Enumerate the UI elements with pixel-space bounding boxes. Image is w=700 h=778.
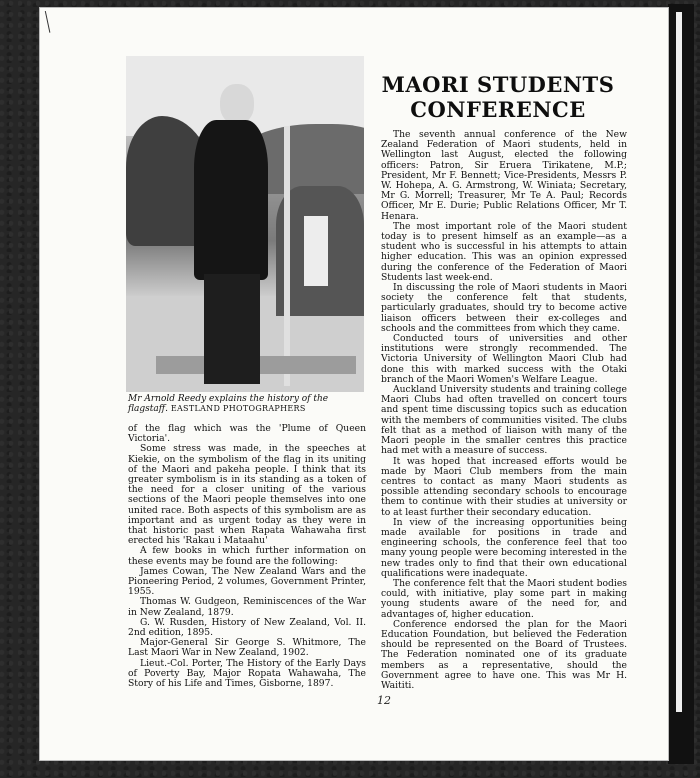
photo-credit: EASTLAND PHOTOGRAPHERS — [170, 404, 306, 413]
flagstaff-photo — [126, 56, 364, 392]
article-paragraph: Auckland University students and training college Maori Clubs had often travelled on concert tours and spent time discussing topics such as education with the members of communities visited. The clubs felt that as a method of liaison with many of the Maori people in the smaller centres this practice had met with a measure of success. — [381, 384, 627, 457]
article-paragraph: It was hoped that increased efforts would be made by Maori Club members from the main centres to contact as many Maori students as possible attending secondary schools to encourage them to continue with their studies at university or to at least further their secondary education. — [381, 455, 627, 518]
left-paragraph: Some stress was made, in the speeches at Kiekie, on the symbolism of the flag in its uniting of the Maori and pakeha people. I think that its greater symbolism is in its standing as a token of the need for a closer uniting of the various sections of the Maori people themselves into one united race. Both aspects of this symbolism are as important and as urgent today as they were in that historic past when Rapata Wahawaha first erected his 'Rakau i Mataahu' — [128, 443, 366, 547]
bibliography-entry: Thomas W. Gudgeon, Reminiscences of the War in New Zealand, 1879. — [128, 596, 366, 618]
bibliography-entry: Major-General Sir George S. Whitmore, The Last Maori War in New Zealand, 1902. — [128, 637, 366, 659]
article-paragraph: Conducted tours of universities and other institutions were strongly recommended. The Victoria University of Wellington Maori Club had done this with marked success with the Otaki branch of the Maori Women's Welfare League. — [381, 333, 627, 385]
article-paragraph: The seventh annual conference of the New Zealand Federation of Maori students, held in Wellington last August, elected the following officers: Patron, Sir Eruera Tirikatene, M.P.; President, Mr F. Bennett; Vice-Presidents, Messrs P. W. Hohepa, A. G. Armstrong, W. Winiata; Secretary, Mr G. Morrell; Treasurer, Mr Te A. Paul; Records Officer, Mr E. Durie; Public Relations Officer, Mr T. Henara. — [381, 129, 627, 222]
left-paragraph: of the flag which was the 'Plume of Queen Victoria'. — [128, 423, 366, 445]
next-page-edge — [676, 12, 682, 712]
title-line-2: CONFERENCE — [410, 97, 586, 122]
flagstaff-pole — [284, 126, 290, 386]
article-paragraph: Conference endorsed the plan for the Maori Education Foundation, but believed the Federation should be represented on the Board of Trustees. The Federation nominated one of its graduate members as a representative, should the Government agree to have one. This was Mr H. Waititi. — [381, 618, 627, 691]
bibliography-entry: G. W. Rusden, History of New Zealand, Vol. II. 2nd edition, 1895. — [128, 616, 366, 639]
title-line-1: MAORI STUDENTS — [381, 72, 615, 97]
left-paragraph: A few books in which further information on these events may be found are the following: — [128, 545, 366, 567]
bibliography-entry: Lieut.-Col. Porter, The History of the Early Days of Poverty Bay, Major Ropata Wahawaha, The Story of his Life and Times, Gisborne, 1897. — [128, 657, 366, 690]
right-column-text — [381, 130, 627, 691]
article-title — [380, 72, 616, 122]
photo-caption — [128, 394, 368, 414]
speaker-figure — [186, 84, 270, 384]
article-paragraph: In discussing the role of Maori students in Maori society the conference felt that students, particularly graduates, should try to become active liaison officers between their ex-colleges and schools and the committees from which they came. — [381, 282, 627, 334]
article-paragraph: The conference felt that the Maori student bodies could, with initiative, play some part in making young students aware of the need for, and advantages of, higher education. — [381, 577, 627, 620]
left-column-text — [128, 424, 366, 689]
page-number: 12 — [377, 694, 391, 707]
caption-text: Mr Arnold Reedy explains the history of the flagstaff. — [128, 394, 329, 414]
article-paragraph: In view of the increasing opportunities being made available for positions in trade and engineering schools, the conference feel that too many young people were becoming interested in the new trades only to find that their own educational qualifications were inadequate. — [381, 516, 627, 579]
article-paragraph: The most important role of the Maori student today is to present himself as an example—as a student who is successful in his attempts to attain higher education. This was an opinion expressed during the conference of the Federation of Maori Students last week-end. — [381, 220, 627, 283]
bibliography-entry: James Cowan, The New Zealand Wars and the Pioneering Period, 2 volumes, Government Printer, 1955. — [128, 565, 366, 598]
